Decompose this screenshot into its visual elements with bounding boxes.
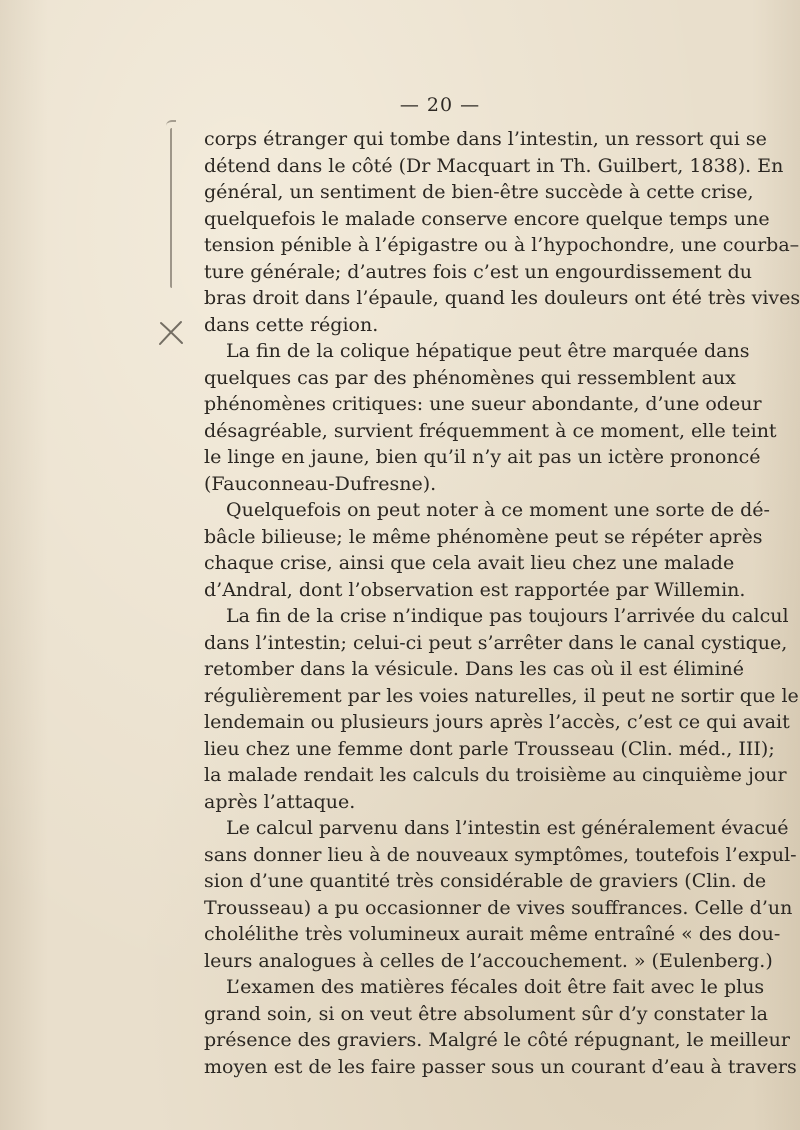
text-line: chaque crise, ainsi que cela avait lieu chez une malade — [204, 552, 735, 574]
text-line: grand soin, si on veut être absolument sûr d’y constater la — [204, 1002, 768, 1025]
text-line: (Fauconneau-Dufresne). — [204, 472, 437, 495]
text-line: Le calcul parvenu dans l’intestin est généralement évacué — [226, 817, 789, 839]
text-line: lieu chez une femme dont parle Trousseau (Clin. méd., III); — [204, 737, 775, 760]
text-line: la malade rendait les calculs du troisième au cinquième jour — [204, 764, 787, 786]
text-line: présence des graviers. Malgré le côté répugnant, le meilleur — [204, 1029, 790, 1051]
text-line: désagréable, survient fréquemment à ce moment, elle teint — [204, 419, 777, 442]
text-line: corps étranger qui tombe dans l’intestin, un ressort qui se — [204, 128, 767, 150]
text-line: cholélithe très volumineux aurait même entraîné « des dou- — [204, 923, 781, 945]
text-line: phénomènes critiques: une sueur abondante, d’une odeur — [204, 393, 762, 415]
text-line: moyen est de les faire passer sous un courant d’eau à travers — [204, 1055, 797, 1078]
body-text — [204, 126, 800, 1080]
margin-pencil-line — [170, 128, 175, 288]
text-line: quelques cas par des phénomènes qui ressemblent aux — [204, 366, 736, 389]
text-line: Quelquefois on peut noter à ce moment une sorte de dé- — [226, 499, 770, 521]
text-line: retomber dans la vésicule. Dans les cas où il est éliminé — [204, 658, 744, 680]
page-number: — 20 — — [399, 94, 481, 116]
text-line: bras droit dans l’épaule, quand les douleurs ont été très vives — [204, 287, 800, 309]
text-line: tension pénible à l’épigastre ou à l’hypochondre, une courba– — [204, 234, 800, 256]
text-line: lendemain ou plusieurs jours après l’accès, c’est ce qui avait — [204, 711, 790, 733]
text-line: sans donner lieu à de nouveaux symptômes, toutefois l’expul- — [204, 843, 797, 866]
text-line: sion d’une quantité très considérable de graviers (Clin. de — [204, 870, 767, 892]
text-line: le linge en jaune, bien qu’il n’y ait pas un ictère prononcé — [204, 446, 761, 468]
text-line: La fin de la crise n’indique pas toujours l’arrivée du calcul — [226, 605, 789, 627]
text-line: bâcle bilieuse; le même phénomène peut se répéter après — [204, 525, 763, 548]
text-line: dans l’intestin; celui-ci peut s’arrêter dans le canal cystique, — [204, 631, 788, 654]
text-line: général, un sentiment de bien-être succède à cette crise, — [204, 181, 754, 203]
margin-cross-mark-icon — [156, 318, 186, 348]
text-line: La fin de la colique hépatique peut être marquée dans — [226, 340, 750, 362]
text-line: d’Andral, dont l’observation est rapportée par Willemin. — [204, 578, 746, 601]
text-line: ture générale; d’autres fois c’est un engourdissement du — [204, 260, 752, 283]
text-line: quelquefois le malade conserve encore quelque temps une — [204, 207, 770, 230]
text-line: après l’attaque. — [204, 790, 356, 813]
text-line: détend dans le côté (Dr Macquart in Th. Guilbert, 1838). En — [204, 154, 784, 177]
text-line: dans cette région. — [204, 313, 379, 336]
text-line: leurs analogues à celles de l’accouchement. » (Eulenberg.) — [204, 949, 773, 972]
text-line: régulièrement par les voies naturelles, il peut ne sortir que le — [204, 684, 799, 707]
text-line: Trousseau) a pu occasionner de vives souffrances. Celle d’un — [204, 896, 793, 919]
text-line: L’examen des matières fécales doit être fait avec le plus — [226, 976, 765, 998]
